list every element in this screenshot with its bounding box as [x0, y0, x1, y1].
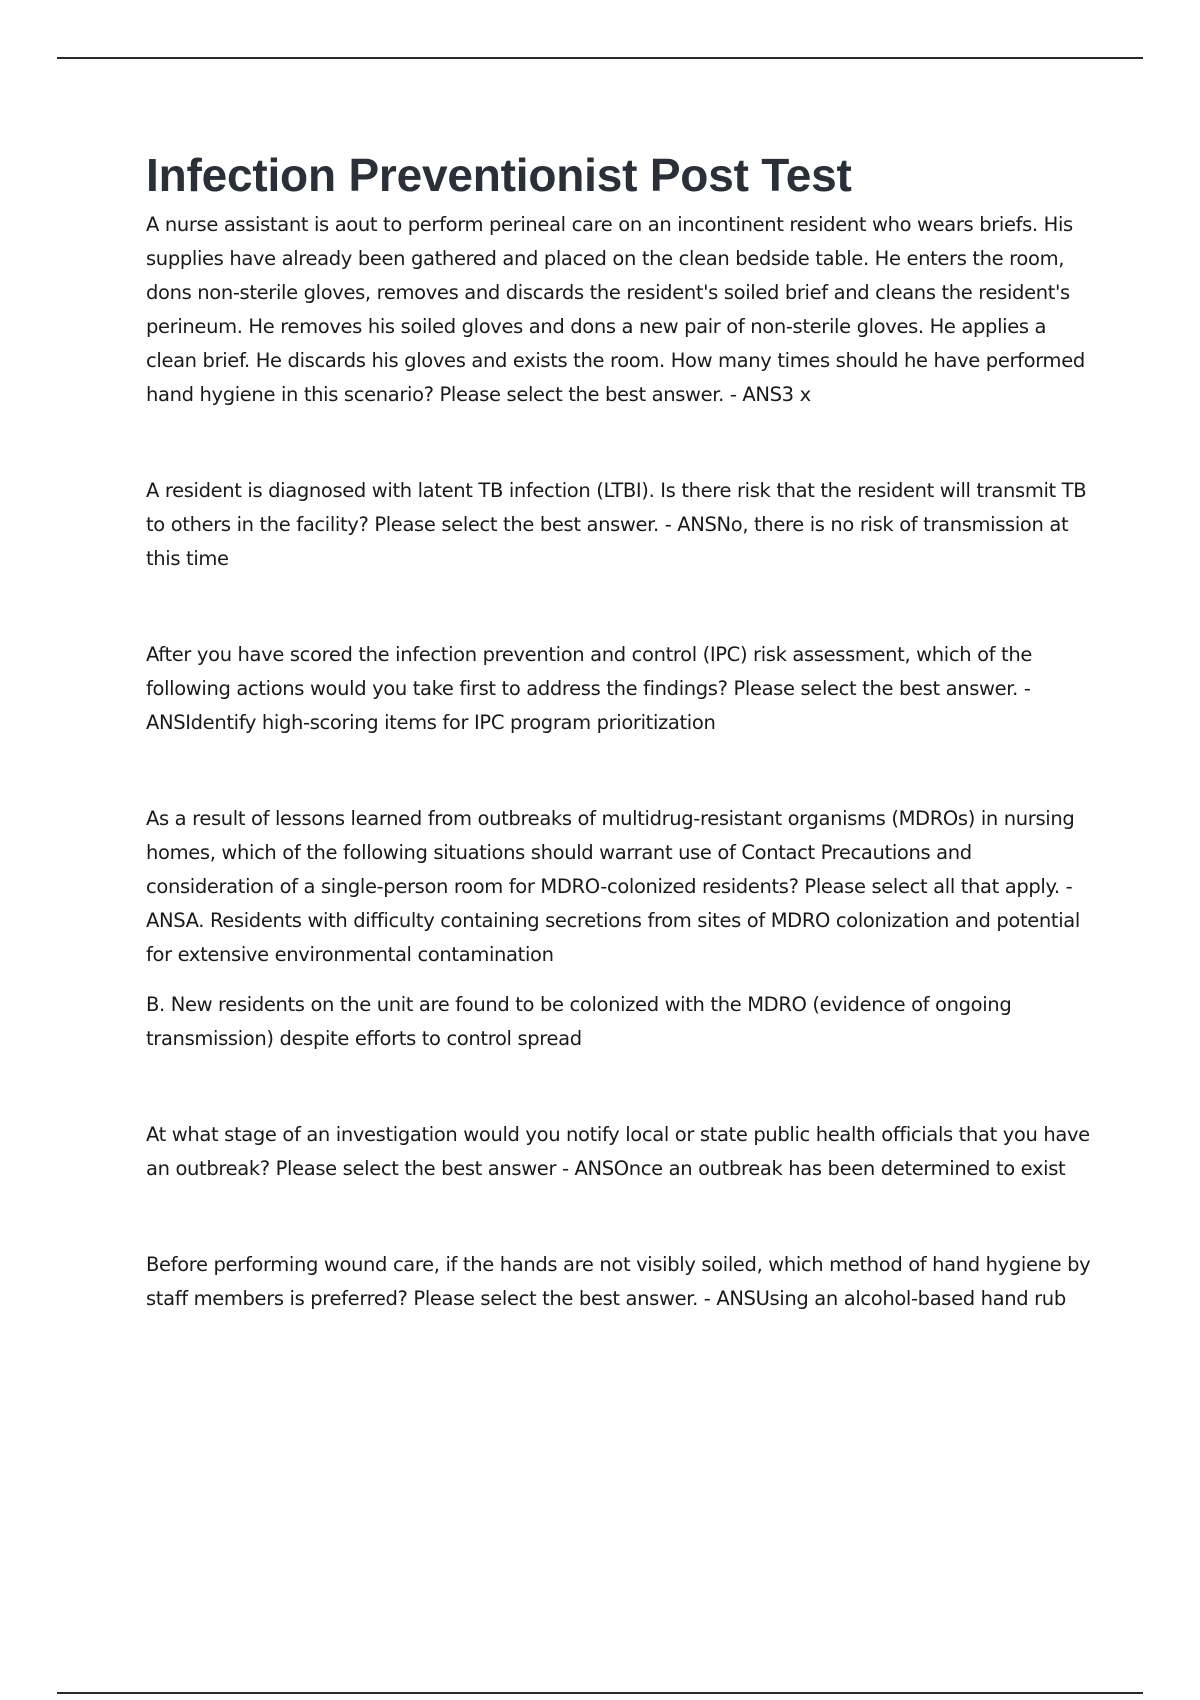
document-body [146, 140, 1091, 1316]
question-6: Before performing wound care, if the hands are not visibly soiled, which method of hand hygiene by staff members is preferred? Please select the best answer. - ANSUsing an alcohol-based hand rub [146, 1253, 1091, 1310]
question-2: A resident is diagnosed with latent TB infection (LTBI). Is there risk that the resident will transmit TB to others in the facility? Please select the best answer. - ANSNo, there is no risk of transmission at this time [146, 479, 1087, 570]
question-4: As a result of lessons learned from outbreaks of multidrug-resistant organisms (MDROs) in nursing homes, which of the following situations should warrant use of Contact Precautions and consideration of a single-person room for MDRO-colonized residents? Please select all that apply. - ANSA. Residents with difficulty containing secretions from sites of MDRO colonization and potential for extensive environmental contamination [146, 807, 1080, 966]
bottom-rule [57, 1692, 1143, 1694]
question-1: A nurse assistant is aout to perform perineal care on an incontinent resident who wears briefs. His supplies have already been gathered and placed on the clean bedside table. He enters the room, dons non-sterile gloves, removes and discards the resident's soiled brief and cleans the resident's perineum. He removes his soiled gloves and dons a new pair of non-sterile gloves. He applies a clean brief. He discards his gloves and exists the room. How many times should he have performed hand hygiene in this scenario? Please select the best answer. - ANS3 x [146, 213, 1085, 406]
question-3: After you have scored the infection prevention and control (IPC) risk assessment, which of the following actions would you take first to address the findings? Please select the best answer. - ANSIdentify high-scoring items for IPC program prioritization [146, 643, 1032, 734]
top-rule [57, 57, 1143, 59]
document-title: Infection Preventionist Post Test [146, 149, 852, 201]
question-4-continuation: B. New residents on the unit are found to be colonized with the MDRO (evidence of ongoing transmission) despite efforts to control spread [146, 993, 1012, 1050]
question-5: At what stage of an investigation would you notify local or state public health officials that you have an outbreak? Please select the best answer - ANSOnce an outbreak has been determined to exist [146, 1123, 1090, 1180]
